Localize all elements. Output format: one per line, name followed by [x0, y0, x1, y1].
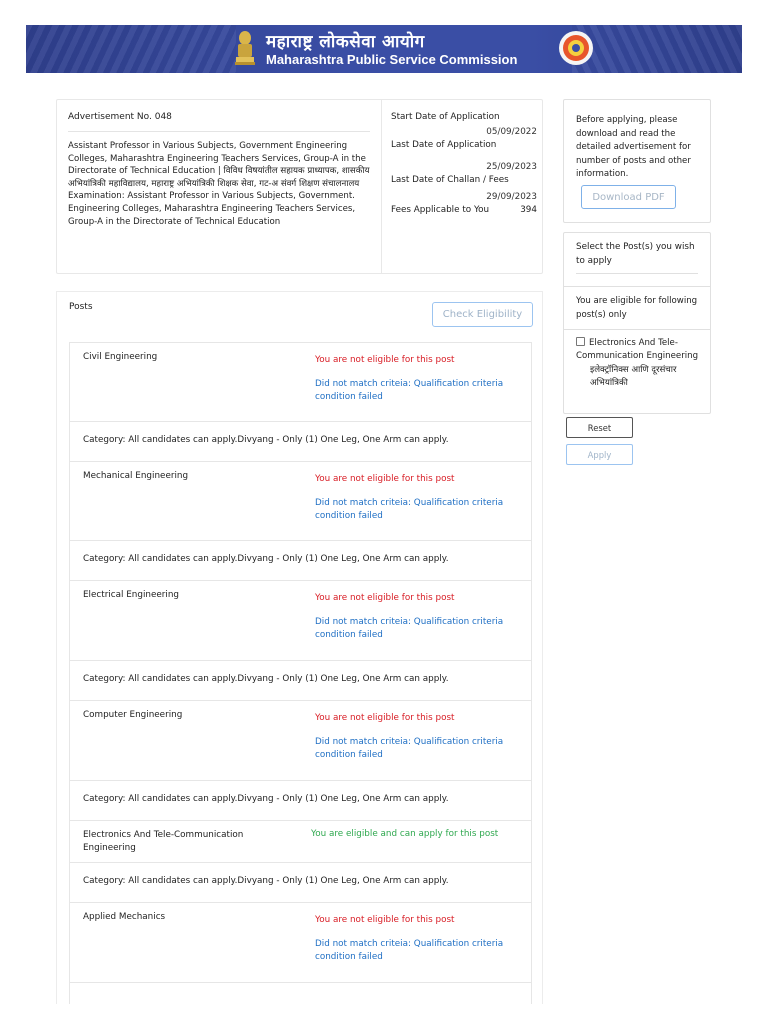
advertisement-examination: Examination: Assistant Professor in Various Subjects, Government. Engineering Colleges, Maharashtra Engineering Teachers Services, Group-A in the Directorate of Technical Education: [68, 191, 356, 227]
mpsc-seal-icon: [558, 30, 594, 66]
not-eligible-status: You are not eligible for this post: [315, 713, 455, 723]
banner-title-marathi: महाराष्ट्र लोकसेवा आयोग: [266, 32, 425, 52]
category-text: Category: All candidates can apply.Divyang - Only (1) One Leg, One Arm can apply.: [83, 554, 449, 564]
post-selection-box: [563, 232, 711, 414]
post-name: Civil Engineering: [83, 352, 158, 362]
post-name: Electrical Engineering: [83, 590, 180, 600]
post-option-label: Electronics And Tele-Communication Engineering: [576, 338, 699, 362]
eligible-status: You are eligible and can apply for this post: [311, 829, 499, 839]
start-date-value: 05/09/2022: [486, 127, 537, 137]
category-text: Category: All candidates can apply.Divyang - Only (1) One Leg, One Arm can apply.: [83, 876, 449, 886]
checkbox[interactable]: [576, 337, 585, 346]
apply-button[interactable]: Apply: [566, 444, 633, 465]
category-text: Category: All candidates can apply.Divyang - Only (1) One Leg, One Arm can apply.: [83, 794, 449, 804]
category-row: [70, 661, 531, 701]
not-eligible-status: You are not eligible for this post: [315, 355, 455, 365]
post-name: Electronics And Tele-Communication Engineering: [83, 830, 244, 853]
criteria-message: Did not match criteia: Qualification criteria condition failed: [315, 939, 504, 962]
advertisement-description: Assistant Professor in Various Subjects, Government Engineering Colleges, Maharashtra Engineering Teachers Services, Group-A in the Directorate of Technical Education | विविध विषयांतील सहायक प्राध्यापक, शासकीय अभियांत्रिकी महाविद्यालय, महाराष्ट्र अभियांत्रिकी शिक्षक सेवा, गट-अ संवर्ग शिक्षण संचालनालय: [68, 141, 370, 189]
post-option-label-marathi: इलेक्ट्रॉनिक्स आणि दूरसंचार अभियांत्रिकी: [590, 364, 677, 389]
fees-label: Fees Applicable to You: [391, 205, 490, 215]
divider: [564, 286, 710, 287]
post-name: Computer Engineering: [83, 710, 183, 720]
posts-card: [56, 291, 543, 1004]
last-date-label: Last Date of Application: [391, 140, 497, 150]
post-row: [70, 581, 531, 661]
post-row: [70, 701, 531, 781]
not-eligible-status: You are not eligible for this post: [315, 593, 455, 603]
banner-title-english: Maharashtra Public Service Commission: [266, 52, 518, 67]
post-option-electronics[interactable]: [576, 337, 704, 391]
info-box: [563, 99, 711, 223]
check-eligibility-button[interactable]: Check Eligibility: [432, 302, 533, 327]
ashoka-emblem-icon: [232, 29, 258, 69]
category-row: [70, 781, 531, 821]
header-banner: [26, 25, 742, 73]
info-text: Before applying, please download and read the detailed advertisement for number of posts and other information.: [576, 115, 691, 180]
category-text: Category: All candidates can apply.Divyang - Only (1) One Leg, One Arm can apply.: [83, 435, 449, 445]
fees-value: 394: [520, 205, 537, 215]
eligible-posts-note: You are eligible for following post(s) only: [576, 296, 698, 320]
challan-date-value: 29/09/2023: [486, 192, 537, 202]
banner-pattern-right: [572, 25, 742, 73]
reset-button[interactable]: Reset: [566, 417, 633, 438]
post-row: [70, 903, 531, 983]
category-row: [70, 983, 531, 1004]
select-posts-title: Select the Post(s) you wish to apply: [576, 241, 698, 274]
criteria-message: Did not match criteia: Qualification criteria condition failed: [315, 498, 504, 521]
category-row: [70, 541, 531, 581]
start-date-label: Start Date of Application: [391, 112, 500, 122]
advertisement-number: Advertisement No. 048: [68, 112, 370, 132]
post-row: [70, 462, 531, 541]
advertisement-dates: [391, 112, 537, 215]
advertisement-card: [56, 99, 543, 274]
banner-pattern-left: [26, 25, 236, 73]
not-eligible-status: You are not eligible for this post: [315, 474, 455, 484]
posts-title: Posts: [69, 302, 93, 312]
divider: [564, 329, 710, 330]
category-row: [70, 422, 531, 462]
post-name: Applied Mechanics: [83, 912, 166, 922]
post-name: Mechanical Engineering: [83, 471, 189, 481]
criteria-message: Did not match criteia: Qualification criteria condition failed: [315, 617, 504, 640]
post-row: [70, 343, 531, 422]
challan-date-label: Last Date of Challan / Fees: [391, 175, 509, 185]
criteria-message: Did not match criteia: Qualification criteria condition failed: [315, 737, 504, 760]
post-row: [70, 821, 531, 863]
not-eligible-status: You are not eligible for this post: [315, 915, 455, 925]
advertisement-details: [57, 100, 382, 273]
category-row: [70, 863, 531, 903]
category-text: Category: All candidates can apply.Divyang - Only (1) One Leg, One Arm can apply.: [83, 674, 449, 684]
download-pdf-button[interactable]: Download PDF: [581, 185, 676, 209]
criteria-message: Did not match criteia: Qualification criteria condition failed: [315, 379, 504, 402]
last-date-value: 25/09/2023: [486, 162, 537, 172]
post-list: [69, 342, 532, 1004]
fees-row: [391, 205, 537, 215]
